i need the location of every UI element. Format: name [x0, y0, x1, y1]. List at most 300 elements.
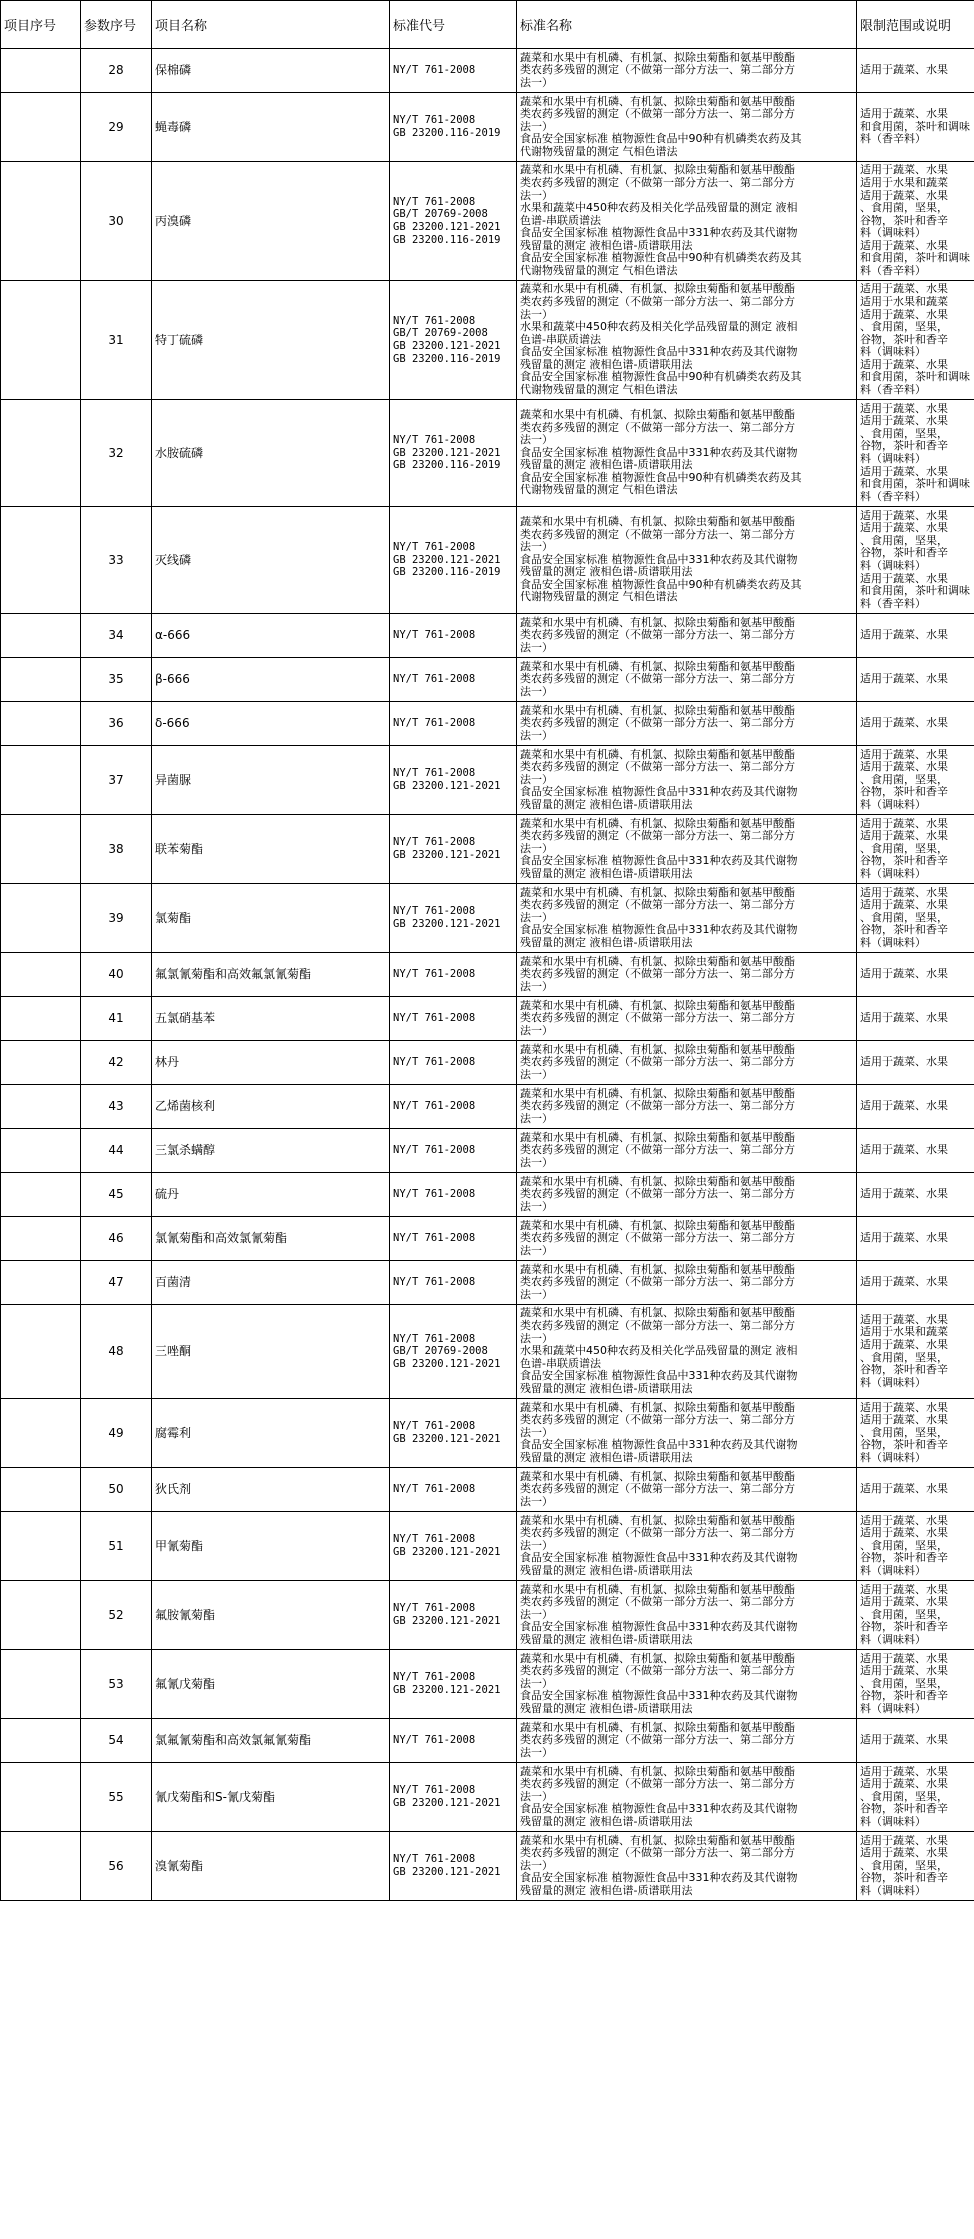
project-no-cell: [1, 1129, 81, 1173]
std-name-cell-line: 蔬菜和水果中有机磷、有机氯、拟除虫菊酯和氨基甲酸酯: [520, 407, 795, 421]
std-code-cell-line: NY/T 761-2008: [393, 1276, 476, 1289]
project-no-cell: [1, 997, 81, 1041]
std-name-cell-line: 色谱-串联质谱法: [520, 332, 601, 346]
std-code-cell-line: NY/T 761-2008: [393, 541, 476, 554]
std-code-cell: [390, 1217, 517, 1261]
scope-cell-line: 适用于水果和蔬菜: [860, 1326, 948, 1339]
std-name-cell-line: 残留量的测定 液相色谱-质谱联用法: [520, 458, 693, 472]
std-name-cell-line: 食品安全国家标准 植物源性食品中331种农药及其代谢物: [520, 1438, 798, 1452]
param-no-cell: 29: [81, 93, 152, 162]
table-row: [1, 1217, 974, 1261]
std-name-cell: [517, 1468, 857, 1512]
std-name-cell-line: 法一）: [520, 119, 553, 133]
table-row: [1, 1512, 974, 1581]
table-row: [1, 815, 974, 884]
std-name-cell: [517, 93, 857, 162]
project-no-cell: [1, 1468, 81, 1512]
std-name-cell-line: 食品安全国家标准 植物源性食品中331种农药及其代谢物: [520, 445, 798, 459]
std-code-cell-line: NY/T 761-2008: [393, 1332, 476, 1345]
std-code-cell: [390, 162, 517, 281]
scope-cell-line: 适用于蔬菜、水果: [860, 1527, 948, 1540]
item-name-cell: 保棉磷: [152, 49, 390, 93]
std-code-cell-line: GB 23200.121-2021: [393, 446, 501, 459]
std-name-cell-line: 蔬菜和水果中有机磷、有机氯、拟除虫菊酯和氨基甲酸酯: [520, 163, 795, 177]
std-name-cell-line: 食品安全国家标准 植物源性食品中331种农药及其代谢物: [520, 854, 798, 868]
std-name-cell: [517, 507, 857, 614]
table-row: [1, 746, 974, 815]
std-code-cell-line: NY/T 761-2008: [393, 767, 476, 780]
scope-cell-line: 料（调味料）: [860, 227, 926, 240]
scope-cell-line: 适用于蔬菜、水果: [860, 1012, 948, 1025]
std-code-cell-line: GB 23200.121-2021: [393, 1546, 501, 1558]
std-name-cell-line: 法一）: [520, 841, 553, 855]
project-no-cell: [1, 281, 81, 400]
item-name-cell: 溴氰菊酯: [152, 1832, 390, 1901]
param-no-cell: 45: [81, 1173, 152, 1217]
std-name-cell-line: 蔬菜和水果中有机磷、有机氯、拟除虫菊酯和氨基甲酸酯: [520, 50, 795, 64]
std-code-cell-line: GB 23200.116-2019: [393, 566, 501, 579]
std-code-cell-line: GB 23200.121-2021: [393, 1433, 501, 1445]
std-code-cell: [390, 1305, 517, 1399]
std-code-cell-line: NY/T 761-2008: [393, 673, 476, 686]
std-name-cell-line: 水果和蔬菜中450种农药及相关化学品残留量的测定 液相: [520, 1344, 798, 1358]
std-name-cell: [517, 1217, 857, 1261]
project-no-cell: [1, 1512, 81, 1581]
table-row: [1, 1305, 974, 1399]
std-name-cell-line: 法一）: [520, 433, 553, 447]
std-code-cell-line: NY/T 761-2008: [393, 1232, 476, 1245]
std-name-cell-line: 食品安全国家标准 植物源性食品中90种有机磷类农药及其: [520, 251, 802, 265]
item-name-cell: 水胺硫磷: [152, 400, 390, 507]
std-code-cell: [390, 658, 517, 702]
std-name-cell-line: 蔬菜和水果中有机磷、有机氯、拟除虫菊酯和氨基甲酸酯: [520, 1218, 795, 1232]
scope-cell-line: 适用于蔬菜、水果: [860, 899, 948, 912]
project-no-cell: [1, 93, 81, 162]
std-name-cell: [517, 281, 857, 400]
std-code-cell-line: NY/T 761-2008: [393, 1853, 476, 1866]
std-name-cell: [517, 1305, 857, 1399]
scope-cell-line: 、食用菌，坚果，: [860, 1859, 948, 1872]
item-name-cell: α-666: [152, 614, 390, 658]
std-name-cell-line: 残留量的测定 液相色谱-质谱联用法: [520, 797, 693, 811]
scope-cell-line: 谷物，茶叶和香辛: [860, 786, 948, 799]
item-name-cell: 联苯菊酯: [152, 815, 390, 884]
std-code-cell-line: GB 23200.116-2019: [393, 233, 501, 246]
scope-cell-line: 料（调味料）: [860, 453, 926, 465]
scope-cell-line: 适用于蔬菜、水果: [860, 1765, 948, 1778]
std-name-cell: [517, 614, 857, 658]
std-code-cell-line: GB 23200.116-2019: [393, 459, 501, 472]
std-code-cell-line: NY/T 761-2008: [393, 314, 476, 327]
std-name-cell-line: 类农药多残留的测定（不做第一部分方法一、第二部分方: [520, 760, 795, 774]
std-name-cell-line: 代谢物残留量的测定 气相色谱法: [520, 264, 678, 278]
std-code-cell: [390, 1173, 517, 1217]
std-name-cell-line: 类农药多残留的测定（不做第一部分方法一、第二部分方: [520, 1319, 795, 1333]
scope-cell-line: 、食用菌，坚果，: [860, 1608, 948, 1621]
scope-cell: [857, 1305, 974, 1399]
std-code-cell-line: GB/T 20769-2008: [393, 1345, 488, 1358]
std-code-cell-line: GB/T 20769-2008: [393, 208, 488, 221]
std-name-cell-line: 蔬菜和水果中有机磷、有机氯、拟除虫菊酯和氨基甲酸酯: [520, 1086, 795, 1100]
param-no-cell: 56: [81, 1832, 152, 1901]
std-code-cell: [390, 1650, 517, 1719]
std-name-cell-line: 残留量的测定 液相色谱-质谱联用法: [520, 238, 693, 252]
scope-cell: [857, 884, 974, 953]
std-name-cell-line: 食品安全国家标准 植物源性食品中331种农药及其代谢物: [520, 226, 798, 240]
std-name-cell-line: 类农药多残留的测定（不做第一部分方法一、第二部分方: [520, 1099, 795, 1113]
table-row: [1, 1041, 974, 1085]
scope-cell: [857, 162, 974, 281]
std-name-cell-line: 食品安全国家标准 植物源性食品中331种农药及其代谢物: [520, 923, 798, 937]
std-name-cell-line: 蔬菜和水果中有机磷、有机氯、拟除虫菊酯和氨基甲酸酯: [520, 659, 795, 673]
scope-cell-line: 谷物，茶叶和香辛: [860, 1364, 948, 1377]
std-name-cell-line: 法一）: [520, 1067, 553, 1081]
scope-cell-line: 适用于蔬菜、水果: [860, 1276, 948, 1289]
std-name-cell-line: 水果和蔬菜中450种农药及相关化学品残留量的测定 液相: [520, 320, 798, 334]
project-no-cell: [1, 746, 81, 815]
item-name-cell: 硫丹: [152, 1173, 390, 1217]
scope-cell-line: 适用于蔬菜、水果: [860, 1313, 948, 1326]
scope-cell-line: 谷物，茶叶和香辛: [860, 440, 948, 453]
std-code-cell-line: GB 23200.121-2021: [393, 780, 501, 792]
table-row: [1, 1763, 974, 1832]
param-no-cell: 48: [81, 1305, 152, 1399]
std-code-cell-line: NY/T 761-2008: [393, 836, 476, 849]
std-code-cell-line: GB 23200.121-2021: [393, 1684, 501, 1696]
header-scope: 限制范围或说明: [857, 1, 974, 49]
std-name-cell-line: 蔬菜和水果中有机磷、有机氯、拟除虫菊酯和氨基甲酸酯: [520, 1306, 795, 1320]
scope-cell: [857, 281, 974, 400]
std-name-cell-line: 蔬菜和水果中有机磷、有机氯、拟除虫菊酯和氨基甲酸酯: [520, 282, 795, 296]
std-name-cell-line: 代谢物残留量的测定 气相色谱法: [520, 144, 678, 158]
scope-cell-line: 适用于蔬菜、水果: [860, 1100, 948, 1113]
std-name-cell-line: 类农药多残留的测定（不做第一部分方法一、第二部分方: [520, 898, 795, 912]
scope-cell: [857, 1650, 974, 1719]
table-row: [1, 93, 974, 162]
scope-cell: [857, 1085, 974, 1129]
std-name-cell-line: 类农药多残留的测定（不做第一部分方法一、第二部分方: [520, 1664, 795, 1678]
std-code-cell-line: GB 23200.121-2021: [393, 1615, 501, 1627]
std-name-cell-line: 法一）: [520, 1425, 553, 1439]
std-code-cell-line: NY/T 761-2008: [393, 1483, 476, 1496]
table-row: [1, 1085, 974, 1129]
std-name-cell-line: 残留量的测定 液相色谱-质谱联用法: [520, 1381, 693, 1395]
project-no-cell: [1, 1041, 81, 1085]
table-row: [1, 49, 974, 93]
std-name-cell-line: 残留量的测定 液相色谱-质谱联用法: [520, 935, 693, 949]
std-code-cell: [390, 1468, 517, 1512]
std-name-cell-line: 代谢物残留量的测定 气相色谱法: [520, 383, 678, 397]
std-name-cell: [517, 1399, 857, 1468]
scope-cell: [857, 746, 974, 815]
std-code-cell: [390, 400, 517, 507]
std-code-cell: [390, 281, 517, 400]
scope-cell-line: 谷物，茶叶和香辛: [860, 1621, 948, 1634]
std-name-cell-line: 蔬菜和水果中有机磷、有机氯、拟除虫菊酯和氨基甲酸酯: [520, 816, 795, 830]
scope-cell: [857, 1763, 974, 1832]
scope-cell-line: 适用于水果和蔬菜: [860, 176, 948, 189]
table-row: [1, 400, 974, 507]
table-row: [1, 281, 974, 400]
std-code-cell: [390, 1129, 517, 1173]
std-name-cell-line: 食品安全国家标准 植物源性食品中331种农药及其代谢物: [520, 1689, 798, 1703]
std-code-cell: [390, 49, 517, 93]
std-name-cell-line: 食品安全国家标准 植物源性食品中331种农药及其代谢物: [520, 1551, 798, 1565]
scope-cell-line: 适用于水果和蔬菜: [860, 295, 948, 308]
scope-cell-line: 适用于蔬菜、水果: [860, 817, 948, 830]
item-name-cell: δ-666: [152, 702, 390, 746]
scope-cell-line: 和食用菌，茶叶和调味: [860, 585, 970, 598]
std-name-cell: [517, 997, 857, 1041]
param-no-cell: 35: [81, 658, 152, 702]
item-name-cell: 氟胺氰菊酯: [152, 1581, 390, 1650]
scope-cell-line: 和食用菌，茶叶和调味: [860, 371, 970, 384]
table-row: [1, 1261, 974, 1305]
item-name-cell: 氟氰戊菊酯: [152, 1650, 390, 1719]
project-no-cell: [1, 1261, 81, 1305]
param-no-cell: 30: [81, 162, 152, 281]
scope-cell-line: 适用于蔬菜、水果: [860, 629, 948, 642]
std-code-cell-line: NY/T 761-2008: [393, 64, 476, 77]
std-name-cell-line: 类农药多残留的测定（不做第一部分方法一、第二部分方: [520, 1231, 795, 1245]
scope-cell-line: 和食用菌，茶叶和调味: [860, 120, 970, 133]
std-code-cell: [390, 1719, 517, 1763]
table-row: [1, 1719, 974, 1763]
std-name-cell-line: 蔬菜和水果中有机磷、有机氯、拟除虫菊酯和氨基甲酸酯: [520, 1513, 795, 1527]
param-no-cell: 50: [81, 1468, 152, 1512]
item-name-cell: 灭线磷: [152, 507, 390, 614]
std-name-cell-line: 类农药多残留的测定（不做第一部分方法一、第二部分方: [520, 420, 795, 434]
std-name-cell-line: 法一）: [520, 307, 553, 321]
table-row: [1, 884, 974, 953]
std-name-cell-line: 蔬菜和水果中有机磷、有机氯、拟除虫菊酯和氨基甲酸酯: [520, 1469, 795, 1483]
std-name-cell-line: 类农药多残留的测定（不做第一部分方法一、第二部分方: [520, 628, 795, 642]
std-name-cell: [517, 1085, 857, 1129]
std-name-cell-line: 食品安全国家标准 植物源性食品中331种农药及其代谢物: [520, 552, 798, 566]
project-no-cell: [1, 815, 81, 884]
item-name-cell: 林丹: [152, 1041, 390, 1085]
param-no-cell: 38: [81, 815, 152, 884]
scope-cell-line: 适用于蔬菜、水果: [860, 465, 948, 478]
std-name-cell-line: 类农药多残留的测定（不做第一部分方法一、第二部分方: [520, 829, 795, 843]
scope-cell-line: 料（调味料）: [860, 560, 926, 572]
std-name-cell-line: 蔬菜和水果中有机磷、有机氯、拟除虫菊酯和氨基甲酸酯: [520, 1174, 795, 1188]
item-name-cell: 氯菊酯: [152, 884, 390, 953]
scope-cell-line: 料（香辛料）: [860, 133, 926, 146]
std-code-cell-line: GB/T 20769-2008: [393, 327, 488, 340]
item-name-cell: 异菌脲: [152, 746, 390, 815]
item-name-cell: 氟氯氰菊酯和高效氟氯氰菊酯: [152, 953, 390, 997]
std-code-cell-line: NY/T 761-2008: [393, 1420, 476, 1433]
table-body: [1, 49, 974, 1901]
param-no-cell: 52: [81, 1581, 152, 1650]
std-code-cell: [390, 997, 517, 1041]
std-name-cell-line: 法一）: [520, 1858, 553, 1872]
scope-cell-line: 料（调味料）: [860, 1884, 926, 1897]
table-row: [1, 1468, 974, 1512]
scope-cell: [857, 658, 974, 702]
std-name-cell-line: 法一）: [520, 1331, 553, 1345]
std-name-cell-line: 法一）: [520, 684, 553, 698]
std-name-cell: [517, 162, 857, 281]
std-code-cell: [390, 953, 517, 997]
std-name-cell-line: 类农药多残留的测定（不做第一部分方法一、第二部分方: [520, 1777, 795, 1791]
header-item-name: 项目名称: [152, 1, 390, 49]
std-name-cell-line: 法一）: [520, 772, 553, 786]
std-name-cell-line: 法一）: [520, 1023, 553, 1037]
scope-cell-line: 适用于蔬菜、水果: [860, 1414, 948, 1427]
scope-cell-line: 适用于蔬菜、水果: [860, 748, 948, 761]
scope-cell-line: 谷物，茶叶和香辛: [860, 1803, 948, 1816]
std-code-cell: [390, 93, 517, 162]
param-no-cell: 47: [81, 1261, 152, 1305]
scope-cell-line: 适用于蔬菜、水果: [860, 1401, 948, 1414]
std-name-cell-line: 蔬菜和水果中有机磷、有机氯、拟除虫菊酯和氨基甲酸酯: [520, 885, 795, 899]
scope-cell-line: 适用于蔬菜、水果: [860, 830, 948, 843]
std-name-cell-line: 蔬菜和水果中有机磷、有机氯、拟除虫菊酯和氨基甲酸酯: [520, 1720, 795, 1734]
std-name-cell-line: 食品安全国家标准 植物源性食品中90种有机磷类农药及其: [520, 470, 802, 484]
param-no-cell: 40: [81, 953, 152, 997]
scope-cell-line: 适用于蔬菜、水果: [860, 761, 948, 774]
std-name-cell-line: 食品安全国家标准 植物源性食品中331种农药及其代谢物: [520, 1802, 798, 1816]
std-name-cell-line: 残留量的测定 液相色谱-质谱联用法: [520, 565, 693, 579]
scope-cell-line: 适用于蔬菜、水果: [860, 1596, 948, 1609]
scope-cell-line: 适用于蔬菜、水果: [860, 189, 948, 202]
header-std-code: 标准代号: [390, 1, 517, 49]
std-code-cell: [390, 1085, 517, 1129]
std-name-cell-line: 类农药多残留的测定（不做第一部分方法一、第二部分方: [520, 1055, 795, 1069]
std-name-cell: [517, 1041, 857, 1085]
std-name-cell: [517, 746, 857, 815]
std-code-cell-line: NY/T 761-2008: [393, 114, 476, 127]
scope-cell-line: 谷物，茶叶和香辛: [860, 1872, 948, 1885]
scope-cell: [857, 1512, 974, 1581]
scope-cell-line: 适用于蔬菜、水果: [860, 283, 948, 296]
std-name-cell-line: 类农药多残留的测定（不做第一部分方法一、第二部分方: [520, 1275, 795, 1289]
std-code-cell: [390, 1581, 517, 1650]
header-param-no: 参数序号: [81, 1, 152, 49]
std-code-cell: [390, 884, 517, 953]
std-name-cell-line: 残留量的测定 液相色谱-质谱联用法: [520, 1450, 693, 1464]
std-name-cell-line: 法一）: [520, 1789, 553, 1803]
std-name-cell-line: 法一）: [520, 1607, 553, 1621]
std-code-cell-line: GB 23200.121-2021: [393, 221, 501, 233]
std-name-cell-line: 法一）: [520, 1199, 553, 1213]
scope-cell-line: 料（调味料）: [860, 798, 926, 811]
table-row: [1, 1650, 974, 1719]
std-name-cell-line: 残留量的测定 液相色谱-质谱联用法: [520, 1563, 693, 1577]
scope-cell-line: 适用于蔬菜、水果: [860, 239, 948, 252]
item-name-cell: 氯氰菊酯和高效氯氰菊酯: [152, 1217, 390, 1261]
std-code-cell-line: GB 23200.121-2021: [393, 849, 501, 861]
param-no-cell: 43: [81, 1085, 152, 1129]
param-no-cell: 41: [81, 997, 152, 1041]
scope-cell-line: 谷物，茶叶和香辛: [860, 547, 948, 560]
scope-cell-line: 适用于蔬菜、水果: [860, 1144, 948, 1157]
table-row: [1, 997, 974, 1041]
project-no-cell: [1, 162, 81, 281]
std-name-cell-line: 蔬菜和水果中有机磷、有机氯、拟除虫菊酯和氨基甲酸酯: [520, 998, 795, 1012]
table-row: [1, 1399, 974, 1468]
scope-cell-line: 适用于蔬菜、水果: [860, 1583, 948, 1596]
project-no-cell: [1, 1832, 81, 1901]
table-row: [1, 1129, 974, 1173]
scope-cell-line: 适用于蔬菜、水果: [860, 64, 948, 77]
scope-cell-line: 适用于蔬菜、水果: [860, 509, 948, 522]
scope-cell-line: 料（香辛料）: [860, 265, 926, 278]
scope-cell-line: 适用于蔬菜、水果: [860, 572, 948, 585]
std-name-cell-line: 类农药多残留的测定（不做第一部分方法一、第二部分方: [520, 294, 795, 308]
std-name-cell-line: 法一）: [520, 1243, 553, 1257]
param-no-cell: 28: [81, 49, 152, 93]
scope-cell-line: 适用于蔬菜、水果: [860, 1232, 948, 1245]
param-no-cell: 54: [81, 1719, 152, 1763]
std-name-cell-line: 法一）: [520, 1287, 553, 1301]
table-row: [1, 702, 974, 746]
std-name-cell-line: 食品安全国家标准 植物源性食品中331种农药及其代谢物: [520, 345, 798, 359]
scope-cell-line: 料（调味料）: [860, 1815, 926, 1828]
std-name-cell-line: 法一）: [520, 540, 553, 554]
std-name-cell-line: 蔬菜和水果中有机磷、有机氯、拟除虫菊酯和氨基甲酸酯: [520, 703, 795, 717]
scope-cell-line: 料（调味料）: [860, 1564, 926, 1577]
std-name-cell-line: 法一）: [520, 1111, 553, 1125]
std-name-cell-line: 类农药多残留的测定（不做第一部分方法一、第二部分方: [520, 1733, 795, 1747]
std-name-cell-line: 法一）: [520, 188, 553, 202]
scope-cell: [857, 400, 974, 507]
std-code-cell-line: NY/T 761-2008: [393, 1734, 476, 1747]
scope-cell-line: 适用于蔬菜、水果: [860, 522, 948, 535]
scope-cell-line: 料（调味料）: [860, 1702, 926, 1715]
std-name-cell-line: 类农药多残留的测定（不做第一部分方法一、第二部分方: [520, 1011, 795, 1025]
std-name-cell-line: 类农药多残留的测定（不做第一部分方法一、第二部分方: [520, 1187, 795, 1201]
project-no-cell: [1, 1305, 81, 1399]
scope-cell: [857, 1719, 974, 1763]
std-name-cell: [517, 884, 857, 953]
scope-cell-line: 适用于蔬菜、水果: [860, 1338, 948, 1351]
project-no-cell: [1, 1650, 81, 1719]
scope-cell: [857, 1129, 974, 1173]
item-name-cell: β-666: [152, 658, 390, 702]
std-code-cell: [390, 507, 517, 614]
std-name-cell: [517, 702, 857, 746]
item-name-cell: 氯氟氰菊酯和高效氯氟氰菊酯: [152, 1719, 390, 1763]
scope-cell-line: 和食用菌，茶叶和调味: [860, 478, 970, 491]
std-name-cell-line: 类农药多残留的测定（不做第一部分方法一、第二部分方: [520, 1526, 795, 1540]
scope-cell-line: 和食用菌，茶叶和调味: [860, 252, 970, 265]
std-code-cell-line: NY/T 761-2008: [393, 1671, 476, 1684]
std-name-cell: [517, 1581, 857, 1650]
std-code-cell-line: NY/T 761-2008: [393, 1056, 476, 1069]
std-name-cell-line: 蔬菜和水果中有机磷、有机氯、拟除虫菊酯和氨基甲酸酯: [520, 747, 795, 761]
scope-cell-line: 料（调味料）: [860, 1451, 926, 1464]
scope-cell-line: 谷物，茶叶和香辛: [860, 1552, 948, 1565]
std-name-cell-line: 类农药多残留的测定（不做第一部分方法一、第二部分方: [520, 1595, 795, 1609]
std-name-cell: [517, 658, 857, 702]
param-no-cell: 55: [81, 1763, 152, 1832]
std-name-cell-line: 类农药多残留的测定（不做第一部分方法一、第二部分方: [520, 967, 795, 981]
std-code-cell-line: NY/T 761-2008: [393, 1602, 476, 1615]
std-code-cell-line: GB 23200.121-2021: [393, 340, 501, 352]
scope-cell-line: 适用于蔬菜、水果: [860, 358, 948, 371]
table-row: [1, 507, 974, 614]
std-code-cell-line: GB 23200.121-2021: [393, 918, 501, 930]
scope-cell-line: 、食用菌，坚果，: [860, 1351, 948, 1364]
std-name-cell-line: 色谱-串联质谱法: [520, 1356, 601, 1370]
header-project-no: 项目序号: [1, 1, 81, 49]
std-name-cell: [517, 1763, 857, 1832]
item-name-cell: 特丁硫磷: [152, 281, 390, 400]
std-name-cell: [517, 1261, 857, 1305]
